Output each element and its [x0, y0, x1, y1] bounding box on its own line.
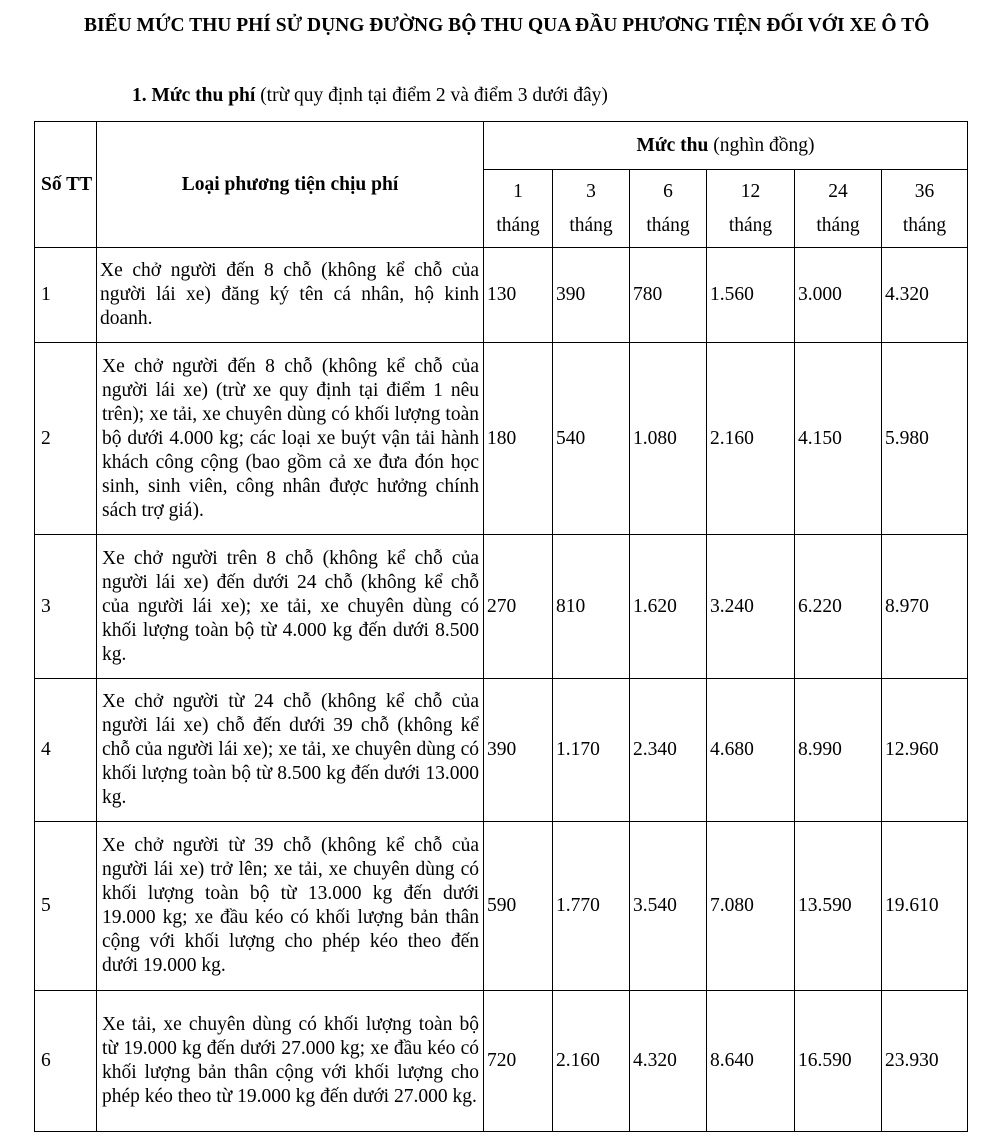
- fee-value: 13.590: [795, 822, 882, 991]
- section-note: (trừ quy định tại điểm 2 và điểm 3 dưới đây): [255, 85, 608, 106]
- fee-value: 390: [553, 248, 630, 343]
- table-row: [35, 991, 968, 1132]
- row-number: 6: [35, 991, 97, 1132]
- vehicle-description: Xe chở người đến 8 chỗ (không kể chỗ của người lái xe) (trừ xe quy định tại điểm 1 nêu trên); xe tải, xe chuyên dùng có khối lượng toàn bộ dưới 4.000 kg; các loại xe buýt vận tải hành khách công cộng (bao gồm cả xe đưa đón học sinh, sinh viên, công nhân được hưởng chính sách trợ giá).: [97, 343, 484, 535]
- period-number: 6: [663, 180, 673, 202]
- table-row: [35, 535, 968, 679]
- row-number: 4: [35, 679, 97, 822]
- period-unit: tháng: [728, 214, 773, 236]
- fee-value: 5.980: [882, 343, 968, 535]
- header-vehicle-type: Loại phương tiện chịu phí: [97, 122, 484, 248]
- fee-value: 4.150: [795, 343, 882, 535]
- fee-value: 720: [484, 991, 553, 1132]
- fee-value: 4.680: [707, 679, 795, 822]
- row-number: 1: [35, 248, 97, 343]
- fee-value: 2.340: [630, 679, 707, 822]
- fee-value: 590: [484, 822, 553, 991]
- header-period: [630, 170, 707, 248]
- header-no: Số TT: [35, 122, 97, 248]
- fee-value: 1.560: [707, 248, 795, 343]
- period-unit: tháng: [569, 214, 613, 236]
- period-unit: tháng: [902, 214, 947, 236]
- fee-value: 8.640: [707, 991, 795, 1132]
- fee-value: 4.320: [882, 248, 968, 343]
- fee-table: [34, 121, 968, 1132]
- fee-value: 3.240: [707, 535, 795, 679]
- vehicle-description: Xe chở người trên 8 chỗ (không kể chỗ của người lái xe) đến dưới 24 chỗ (không kể chỗ của người lái xe); xe tải, xe chuyên dùng có khối lượng toàn bộ từ 4.000 kg đến dưới 8.500 kg.: [97, 535, 484, 679]
- header-period: [707, 170, 795, 248]
- header-period: [484, 170, 553, 248]
- fee-value: 3.540: [630, 822, 707, 991]
- period-unit: tháng: [496, 214, 540, 236]
- row-number: 2: [35, 343, 97, 535]
- fee-value: 180: [484, 343, 553, 535]
- period-number: 1: [513, 180, 523, 202]
- table-row: [35, 822, 968, 991]
- vehicle-description: Xe chở người từ 39 chỗ (không kể chỗ của người lái xe) trở lên; xe tải, xe chuyên dùng có khối lượng toàn bộ từ 13.000 kg đến dưới 19.000 kg; xe đầu kéo có khối lượng bản thân cộng với khối lượng cho phép kéo theo đến dưới 19.000 kg.: [97, 822, 484, 991]
- row-number: 5: [35, 822, 97, 991]
- period-unit: tháng: [816, 214, 860, 236]
- fee-value: 810: [553, 535, 630, 679]
- header-period: [553, 170, 630, 248]
- row-number: 3: [35, 535, 97, 679]
- fee-value: 1.170: [553, 679, 630, 822]
- header-period: [882, 170, 968, 248]
- fee-value: 130: [484, 248, 553, 343]
- period-number: 12: [740, 180, 761, 202]
- section-heading: [132, 83, 608, 109]
- header-rate-unit: (nghìn đồng): [708, 134, 815, 156]
- fee-value: 540: [553, 343, 630, 535]
- fee-value: 780: [630, 248, 707, 343]
- header-period: [795, 170, 882, 248]
- fee-value: 8.970: [882, 535, 968, 679]
- vehicle-description: Xe tải, xe chuyên dùng có khối lượng toàn bộ từ 19.000 kg đến dưới 27.000 kg; xe đầu kéo có khối lượng bản thân cộng với khối lượng cho phép kéo theo từ 19.000 kg đến dưới 27.000 kg.: [97, 991, 484, 1132]
- period-unit: tháng: [646, 214, 690, 236]
- table-row: [35, 248, 968, 343]
- period-number: 3: [586, 180, 596, 202]
- vehicle-description: Xe chở người từ 24 chỗ (không kể chỗ của người lái xe) chỗ đến dưới 39 chỗ (không kể chỗ của người lái xe); xe tải, xe chuyên dùng có khối lượng toàn bộ từ 8.500 kg đến dưới 13.000 kg.: [97, 679, 484, 822]
- fee-value: 2.160: [553, 991, 630, 1132]
- section-label: 1. Mức thu phí: [132, 85, 256, 106]
- fee-value: 6.220: [795, 535, 882, 679]
- fee-value: 23.930: [882, 991, 968, 1132]
- period-number: 36: [914, 180, 935, 202]
- fee-value: 2.160: [707, 343, 795, 535]
- fee-value: 8.990: [795, 679, 882, 822]
- header-rate-group: [484, 122, 968, 170]
- fee-value: 19.610: [882, 822, 968, 991]
- fee-value: 3.000: [795, 248, 882, 343]
- document-title: BIỂU MỨC THU PHÍ SỬ DỤNG ĐƯỜNG BỘ THU QUA ĐẦU PHƯƠNG TIỆN ĐỐI VỚI XE Ô TÔ: [84, 15, 930, 36]
- fee-value: 390: [484, 679, 553, 822]
- table-row: [35, 679, 968, 822]
- fee-value: 1.770: [553, 822, 630, 991]
- fee-value: 270: [484, 535, 553, 679]
- vehicle-description: Xe chở người đến 8 chỗ (không kể chỗ của người lái xe) đăng ký tên cá nhân, hộ kinh doanh.: [97, 248, 484, 343]
- period-number: 24: [828, 180, 848, 202]
- fee-value: 4.320: [630, 991, 707, 1132]
- header-rate-label: Mức thu: [636, 134, 709, 156]
- fee-value: 1.080: [630, 343, 707, 535]
- fee-value: 16.590: [795, 991, 882, 1132]
- fee-value: 12.960: [882, 679, 968, 822]
- fee-value: 7.080: [707, 822, 795, 991]
- table-row: [35, 343, 968, 535]
- fee-value: 1.620: [630, 535, 707, 679]
